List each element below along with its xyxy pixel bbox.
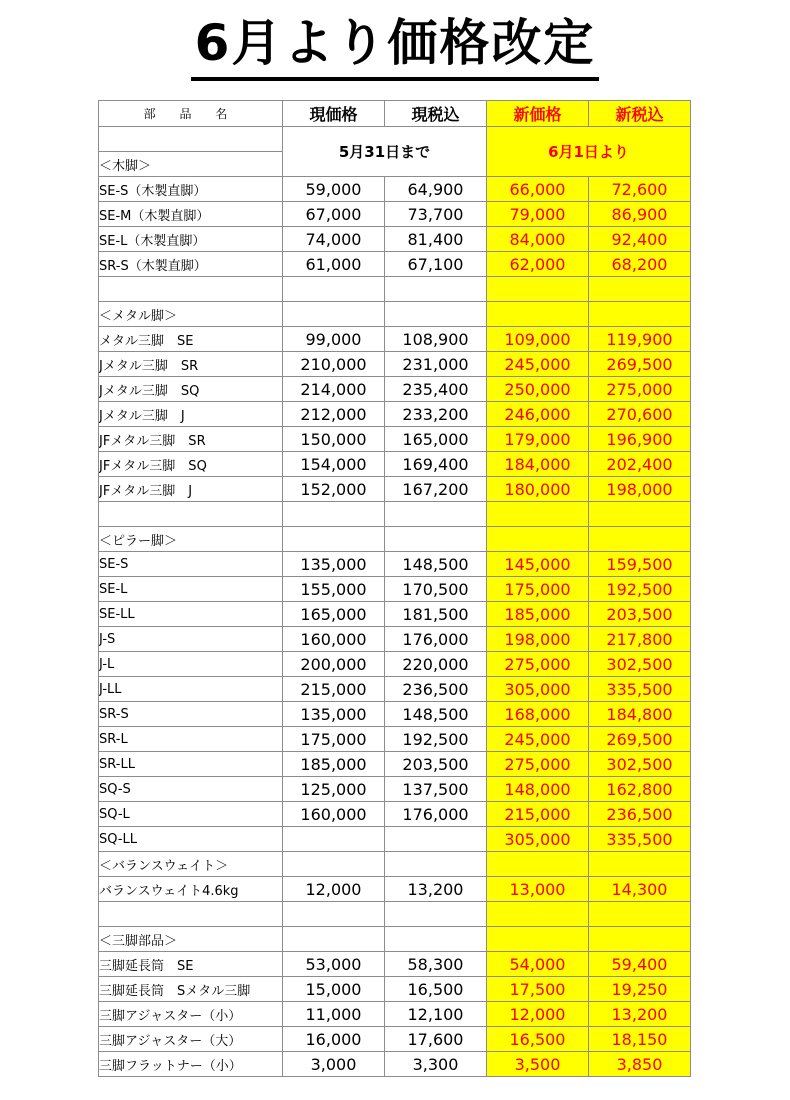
new-tax-cell: 86,900 bbox=[589, 202, 691, 227]
new-price-cell: 168,000 bbox=[487, 702, 589, 727]
current-tax-cell: 148,500 bbox=[385, 702, 487, 727]
price-table bbox=[98, 100, 691, 1077]
current-tax-cell: 58,300 bbox=[385, 952, 487, 977]
blank-row bbox=[99, 277, 691, 302]
item-name: Jメタル三脚 SQ bbox=[99, 377, 283, 402]
current-price-cell bbox=[283, 927, 385, 952]
blank-cell bbox=[385, 902, 487, 927]
current-price-cell bbox=[283, 852, 385, 877]
new-tax-cell bbox=[589, 302, 691, 327]
header-new-price: 新価格 bbox=[487, 101, 589, 127]
current-tax-cell: 165,000 bbox=[385, 427, 487, 452]
blank-cell bbox=[589, 277, 691, 302]
item-name: JFメタル三脚 SR bbox=[99, 427, 283, 452]
subheader-row bbox=[99, 127, 691, 152]
item-name: メタル三脚 SE bbox=[99, 327, 283, 352]
header-current-tax: 現税込 bbox=[385, 101, 487, 127]
section-row bbox=[99, 302, 691, 327]
current-tax-cell bbox=[385, 852, 487, 877]
item-name: バランスウェイト4.6kg bbox=[99, 877, 283, 902]
current-tax-cell: 236,500 bbox=[385, 677, 487, 702]
blank-cell bbox=[487, 502, 589, 527]
table-row bbox=[99, 727, 691, 752]
new-tax-cell: 92,400 bbox=[589, 227, 691, 252]
new-price-cell: 185,000 bbox=[487, 602, 589, 627]
new-tax-cell: 159,500 bbox=[589, 552, 691, 577]
section-row bbox=[99, 927, 691, 952]
current-tax-cell: 233,200 bbox=[385, 402, 487, 427]
current-tax-cell: 64,900 bbox=[385, 177, 487, 202]
table-row bbox=[99, 352, 691, 377]
item-name: JFメタル三脚 J bbox=[99, 477, 283, 502]
current-price-cell: 135,000 bbox=[283, 552, 385, 577]
current-price-cell: 150,000 bbox=[283, 427, 385, 452]
new-tax-cell: 18,150 bbox=[589, 1027, 691, 1052]
current-price-cell: 74,000 bbox=[283, 227, 385, 252]
item-name: SQ-S bbox=[99, 777, 283, 802]
table-row bbox=[99, 952, 691, 977]
new-tax-cell: 13,200 bbox=[589, 1002, 691, 1027]
current-tax-cell: 235,400 bbox=[385, 377, 487, 402]
current-price-cell: 59,000 bbox=[283, 177, 385, 202]
page-title bbox=[0, 8, 790, 81]
table-row bbox=[99, 177, 691, 202]
new-price-cell: 84,000 bbox=[487, 227, 589, 252]
new-price-cell: 13,000 bbox=[487, 877, 589, 902]
current-tax-cell: 108,900 bbox=[385, 327, 487, 352]
new-price-cell: 275,000 bbox=[487, 652, 589, 677]
item-name: SR-L bbox=[99, 727, 283, 752]
item-name: J-LL bbox=[99, 677, 283, 702]
current-price-cell bbox=[283, 527, 385, 552]
item-name: SQ-L bbox=[99, 802, 283, 827]
current-tax-cell: 137,500 bbox=[385, 777, 487, 802]
item-name: SE-S bbox=[99, 552, 283, 577]
new-tax-cell: 202,400 bbox=[589, 452, 691, 477]
table-row bbox=[99, 877, 691, 902]
table-row bbox=[99, 702, 691, 727]
current-tax-cell: 73,700 bbox=[385, 202, 487, 227]
current-price-cell: 160,000 bbox=[283, 627, 385, 652]
new-price-cell: 305,000 bbox=[487, 677, 589, 702]
new-price-cell: 250,000 bbox=[487, 377, 589, 402]
blank-cell bbox=[589, 902, 691, 927]
header-name: 部 品 名 bbox=[99, 101, 283, 127]
current-tax-cell: 203,500 bbox=[385, 752, 487, 777]
current-tax-cell: 17,600 bbox=[385, 1027, 487, 1052]
section-row bbox=[99, 852, 691, 877]
current-tax-cell bbox=[385, 827, 487, 852]
table-row bbox=[99, 1002, 691, 1027]
current-price-cell: 212,000 bbox=[283, 402, 385, 427]
blank-cell bbox=[99, 502, 283, 527]
item-name: SE-L（木製直脚） bbox=[99, 227, 283, 252]
new-price-cell: 66,000 bbox=[487, 177, 589, 202]
current-price-cell: 135,000 bbox=[283, 702, 385, 727]
table-row bbox=[99, 1027, 691, 1052]
table-row bbox=[99, 327, 691, 352]
item-name: J-L bbox=[99, 652, 283, 677]
current-tax-cell bbox=[385, 927, 487, 952]
item-name: 三脚アジャスター（小） bbox=[99, 1002, 283, 1027]
new-tax-cell: 162,800 bbox=[589, 777, 691, 802]
blank-cell bbox=[385, 277, 487, 302]
blank-cell bbox=[99, 277, 283, 302]
current-tax-cell: 181,500 bbox=[385, 602, 487, 627]
new-tax-cell: 198,000 bbox=[589, 477, 691, 502]
new-price-cell: 180,000 bbox=[487, 477, 589, 502]
current-tax-cell: 12,100 bbox=[385, 1002, 487, 1027]
current-tax-cell: 176,000 bbox=[385, 802, 487, 827]
item-name: JFメタル三脚 SQ bbox=[99, 452, 283, 477]
current-price-cell: 160,000 bbox=[283, 802, 385, 827]
new-tax-cell: 302,500 bbox=[589, 752, 691, 777]
current-price-cell: 3,000 bbox=[283, 1052, 385, 1077]
table-row bbox=[99, 227, 691, 252]
new-tax-cell: 335,500 bbox=[589, 827, 691, 852]
new-tax-cell bbox=[589, 527, 691, 552]
new-price-cell bbox=[487, 927, 589, 952]
item-name: SE-M（木製直脚） bbox=[99, 202, 283, 227]
current-tax-cell: 13,200 bbox=[385, 877, 487, 902]
blank-cell bbox=[487, 277, 589, 302]
table-row bbox=[99, 477, 691, 502]
item-name: 三脚延長筒 Sメタル三脚 bbox=[99, 977, 283, 1002]
header-current-price: 現価格 bbox=[283, 101, 385, 127]
new-price-cell: 16,500 bbox=[487, 1027, 589, 1052]
new-price-cell bbox=[487, 852, 589, 877]
table-row bbox=[99, 777, 691, 802]
blank-cell bbox=[385, 502, 487, 527]
item-name: SQ-LL bbox=[99, 827, 283, 852]
new-price-cell: 305,000 bbox=[487, 827, 589, 852]
item-name: 三脚延長筒 SE bbox=[99, 952, 283, 977]
table-row bbox=[99, 202, 691, 227]
item-name: SE-L bbox=[99, 577, 283, 602]
table-row bbox=[99, 452, 691, 477]
new-tax-cell: 72,600 bbox=[589, 177, 691, 202]
new-tax-cell: 196,900 bbox=[589, 427, 691, 452]
blank-cell bbox=[283, 277, 385, 302]
blank-cell bbox=[283, 502, 385, 527]
new-price-cell: 179,000 bbox=[487, 427, 589, 452]
item-name: SR-LL bbox=[99, 752, 283, 777]
current-price-cell: 11,000 bbox=[283, 1002, 385, 1027]
table-row bbox=[99, 627, 691, 652]
section-label: ＜メタル脚＞ bbox=[99, 302, 283, 327]
new-tax-cell: 19,250 bbox=[589, 977, 691, 1002]
item-name: Jメタル三脚 SR bbox=[99, 352, 283, 377]
current-price-cell: 175,000 bbox=[283, 727, 385, 752]
table-row bbox=[99, 377, 691, 402]
current-price-cell: 215,000 bbox=[283, 677, 385, 702]
table-row bbox=[99, 252, 691, 277]
current-tax-cell: 167,200 bbox=[385, 477, 487, 502]
new-price-cell: 245,000 bbox=[487, 352, 589, 377]
new-price-cell: 54,000 bbox=[487, 952, 589, 977]
current-tax-cell: 148,500 bbox=[385, 552, 487, 577]
new-tax-cell: 14,300 bbox=[589, 877, 691, 902]
current-price-cell: 165,000 bbox=[283, 602, 385, 627]
table-row bbox=[99, 402, 691, 427]
header-new-tax: 新税込 bbox=[589, 101, 691, 127]
section-label: ＜ピラー脚＞ bbox=[99, 527, 283, 552]
new-tax-cell: 203,500 bbox=[589, 602, 691, 627]
new-tax-cell: 269,500 bbox=[589, 352, 691, 377]
new-price-cell: 184,000 bbox=[487, 452, 589, 477]
current-tax-cell: 231,000 bbox=[385, 352, 487, 377]
current-tax-cell: 170,500 bbox=[385, 577, 487, 602]
blank-cell bbox=[283, 902, 385, 927]
blank-row bbox=[99, 502, 691, 527]
new-price-cell bbox=[487, 302, 589, 327]
table-row bbox=[99, 602, 691, 627]
header-row bbox=[99, 101, 691, 127]
new-tax-cell: 192,500 bbox=[589, 577, 691, 602]
new-tax-cell: 59,400 bbox=[589, 952, 691, 977]
item-name: SE-S（木製直脚） bbox=[99, 177, 283, 202]
new-price-cell: 109,000 bbox=[487, 327, 589, 352]
new-tax-cell: 119,900 bbox=[589, 327, 691, 352]
current-price-cell: 16,000 bbox=[283, 1027, 385, 1052]
blank-cell bbox=[487, 902, 589, 927]
new-price-cell bbox=[487, 527, 589, 552]
current-price-cell: 15,000 bbox=[283, 977, 385, 1002]
current-price-cell: 200,000 bbox=[283, 652, 385, 677]
item-name: 三脚フラットナー（小） bbox=[99, 1052, 283, 1077]
current-tax-cell: 192,500 bbox=[385, 727, 487, 752]
new-tax-cell: 275,000 bbox=[589, 377, 691, 402]
new-price-cell: 198,000 bbox=[487, 627, 589, 652]
current-price-cell: 214,000 bbox=[283, 377, 385, 402]
new-price-cell: 175,000 bbox=[487, 577, 589, 602]
new-price-cell: 245,000 bbox=[487, 727, 589, 752]
section-row bbox=[99, 527, 691, 552]
current-tax-cell: 169,400 bbox=[385, 452, 487, 477]
current-price-cell: 154,000 bbox=[283, 452, 385, 477]
new-tax-cell: 335,500 bbox=[589, 677, 691, 702]
new-price-cell: 17,500 bbox=[487, 977, 589, 1002]
table-row bbox=[99, 577, 691, 602]
current-price-cell: 210,000 bbox=[283, 352, 385, 377]
current-price-cell: 99,000 bbox=[283, 327, 385, 352]
current-tax-cell: 81,400 bbox=[385, 227, 487, 252]
section-label: ＜三脚部品＞ bbox=[99, 927, 283, 952]
table-row bbox=[99, 977, 691, 1002]
current-price-cell: 53,000 bbox=[283, 952, 385, 977]
item-name: SR-S（木製直脚） bbox=[99, 252, 283, 277]
current-tax-cell: 67,100 bbox=[385, 252, 487, 277]
new-tax-cell bbox=[589, 852, 691, 877]
blank-cell bbox=[589, 502, 691, 527]
section-label: ＜バランスウェイト＞ bbox=[99, 852, 283, 877]
current-price-cell: 125,000 bbox=[283, 777, 385, 802]
current-tax-cell bbox=[385, 302, 487, 327]
page-title-text: 6月より価格改定 bbox=[191, 9, 600, 81]
item-name: Jメタル三脚 J bbox=[99, 402, 283, 427]
current-price-cell: 12,000 bbox=[283, 877, 385, 902]
current-price-cell: 185,000 bbox=[283, 752, 385, 777]
current-price-cell: 152,000 bbox=[283, 477, 385, 502]
blank-row bbox=[99, 902, 691, 927]
table-row bbox=[99, 552, 691, 577]
table-row bbox=[99, 1052, 691, 1077]
current-tax-cell: 3,300 bbox=[385, 1052, 487, 1077]
current-tax-cell: 176,000 bbox=[385, 627, 487, 652]
new-tax-cell: 270,600 bbox=[589, 402, 691, 427]
new-tax-cell: 236,500 bbox=[589, 802, 691, 827]
table-row bbox=[99, 827, 691, 852]
current-tax-cell: 16,500 bbox=[385, 977, 487, 1002]
new-price-cell: 3,500 bbox=[487, 1052, 589, 1077]
new-price-cell: 215,000 bbox=[487, 802, 589, 827]
new-tax-cell: 184,800 bbox=[589, 702, 691, 727]
new-price-cell: 275,000 bbox=[487, 752, 589, 777]
new-period-label: 6月1日より bbox=[487, 127, 691, 177]
new-price-cell: 12,000 bbox=[487, 1002, 589, 1027]
table-row bbox=[99, 427, 691, 452]
new-price-cell: 148,000 bbox=[487, 777, 589, 802]
item-name: SR-S bbox=[99, 702, 283, 727]
new-price-cell: 145,000 bbox=[487, 552, 589, 577]
new-price-cell: 62,000 bbox=[487, 252, 589, 277]
table-row bbox=[99, 652, 691, 677]
current-tax-cell bbox=[385, 527, 487, 552]
new-tax-cell: 68,200 bbox=[589, 252, 691, 277]
subheader-blank bbox=[99, 127, 283, 152]
new-tax-cell: 302,500 bbox=[589, 652, 691, 677]
item-name: SE-LL bbox=[99, 602, 283, 627]
blank-cell bbox=[99, 902, 283, 927]
section-label: ＜木脚＞ bbox=[99, 152, 283, 177]
item-name: J-S bbox=[99, 627, 283, 652]
new-tax-cell: 217,800 bbox=[589, 627, 691, 652]
new-price-cell: 79,000 bbox=[487, 202, 589, 227]
current-tax-cell: 220,000 bbox=[385, 652, 487, 677]
item-name: 三脚アジャスター（大） bbox=[99, 1027, 283, 1052]
new-tax-cell bbox=[589, 927, 691, 952]
new-price-cell: 246,000 bbox=[487, 402, 589, 427]
current-price-cell bbox=[283, 827, 385, 852]
table-row bbox=[99, 802, 691, 827]
table-row bbox=[99, 677, 691, 702]
new-tax-cell: 269,500 bbox=[589, 727, 691, 752]
current-price-cell bbox=[283, 302, 385, 327]
table-row bbox=[99, 752, 691, 777]
current-price-cell: 61,000 bbox=[283, 252, 385, 277]
current-price-cell: 155,000 bbox=[283, 577, 385, 602]
current-price-cell: 67,000 bbox=[283, 202, 385, 227]
new-tax-cell: 3,850 bbox=[589, 1052, 691, 1077]
current-period-label: 5月31日まで bbox=[283, 127, 487, 177]
